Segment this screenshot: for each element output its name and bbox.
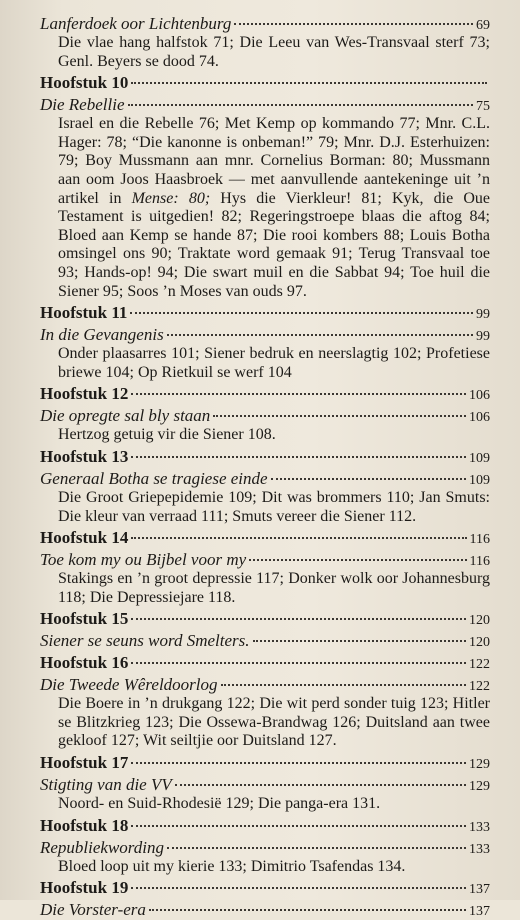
dot-leader xyxy=(221,684,466,686)
page-number: 129 xyxy=(469,757,490,773)
subtopic-text: Hys die Vierkleur! 81; Kyk, die Oue Testament is uitgedien! 82; Regeringstroepe blaas die aftog 84; Bloed aan Kemp se hande 87; Die rooi kombers 88; Louis Botha omsingel ons 90; Traktate word gemaak 91; Terug Transvaal toe 93; Hands-op! 94; Die swart muil en die Sabbat 94; Toe huil die Siener 95; Soos ’n Moses van ouds 97. xyxy=(58,189,491,300)
toc-row xyxy=(40,878,490,898)
section-entry xyxy=(40,325,490,382)
section-subtopics xyxy=(40,795,490,814)
chapter-title: Hoofstuk 15 xyxy=(40,609,129,629)
section-title: Toe kom my ou Bijbel voor my xyxy=(40,550,247,570)
dot-leader xyxy=(131,82,487,84)
chapter-title: Hoofstuk 18 xyxy=(40,815,129,835)
toc-row xyxy=(40,675,490,695)
page-number: 133 xyxy=(469,819,490,835)
subtopic-text: Hertzog getuig vir die Siener 108. xyxy=(58,426,276,444)
chapter-heading xyxy=(40,609,490,629)
section-title: Die Tweede Wêreldoorlog xyxy=(40,675,218,695)
chapter-title: Hoofstuk 19 xyxy=(40,878,129,898)
section-title: Lanferdoek oor Lichtenburg xyxy=(40,14,232,33)
chapter-heading xyxy=(40,303,490,323)
toc-row xyxy=(40,550,490,570)
page-number: 69 xyxy=(476,18,490,33)
chapter-heading xyxy=(40,528,490,548)
dot-leader xyxy=(131,662,466,664)
section-subtopics xyxy=(40,115,490,301)
chapter-heading xyxy=(40,73,490,93)
page-number: 120 xyxy=(469,613,490,629)
toc-row xyxy=(40,631,490,651)
page-number: 99 xyxy=(476,307,490,323)
subtopic-text: Die Boere in ’n drukgang 122; Die wit perd sonder tuig 123; Hitler se Blitzkrieg 123; Die Ossewa-Brandwag 126; Duitsland aan twee gekloof 127; Wit seiltjie oor Duitsland 127. xyxy=(58,695,490,750)
dot-leader xyxy=(167,334,473,336)
toc-row xyxy=(40,528,490,548)
dot-leader xyxy=(175,784,466,786)
section-title: Generaal Botha se tragiese einde xyxy=(40,468,268,488)
section-title: Die opregte sal bly staan xyxy=(40,406,211,426)
section-entry xyxy=(40,631,490,651)
dot-leader xyxy=(131,456,466,458)
dot-leader xyxy=(131,393,466,395)
chapter-heading xyxy=(40,816,490,836)
subtopic-text: Noord- en Suid-Rhodesië 129; Die panga-era 131. xyxy=(58,795,381,813)
dot-leader xyxy=(249,559,466,561)
dot-leader xyxy=(234,23,473,25)
section-subtopics xyxy=(40,695,490,751)
toc-row xyxy=(40,73,490,93)
section-title: Republiekwording xyxy=(40,837,165,857)
chapter-heading xyxy=(40,878,490,898)
dot-leader xyxy=(149,909,466,911)
chapter-heading xyxy=(40,447,490,467)
section-entry xyxy=(40,900,490,920)
section-entry xyxy=(40,675,490,751)
section-subtopics xyxy=(40,858,490,877)
section-entry xyxy=(40,406,490,445)
section-entry xyxy=(40,550,490,607)
toc-row xyxy=(40,406,490,426)
chapter-heading xyxy=(40,653,490,673)
page-number: 120 xyxy=(469,635,490,651)
dot-leader xyxy=(131,887,466,889)
page-number: 137 xyxy=(469,904,490,920)
section-subtopics xyxy=(40,345,490,382)
page-number: 137 xyxy=(469,882,490,898)
subtopic-italic-text: Mense: 80; xyxy=(131,189,211,207)
page-number: 75 xyxy=(476,99,490,115)
subtopic-text: Bloed loop uit my kierie 133; Dimitrio Tsafendas 134. xyxy=(58,857,406,875)
page-number: 122 xyxy=(469,679,490,695)
toc-row xyxy=(40,775,490,795)
toc-row xyxy=(40,753,490,773)
dot-leader xyxy=(131,825,466,827)
toc-row xyxy=(40,653,490,673)
toc-row xyxy=(40,447,490,467)
dot-leader xyxy=(130,312,473,314)
section-title: Siener se seuns word Smelters. xyxy=(40,631,250,651)
toc-row xyxy=(40,816,490,836)
subtopic-text: Onder plaasarres 101; Siener bedruk en neerslagtig 102; Profetiese briewe 104; Op Rietkuil se werf 104 xyxy=(58,345,490,381)
page-number: 109 xyxy=(469,472,490,488)
subtopic-text: Die vlae hang halfstok 71; Die Leeu van Wes-Transvaal sterf 73; Genl. Beyers se dood 74. xyxy=(58,34,490,70)
page-number: 116 xyxy=(469,532,490,548)
section-title: In die Gevangenis xyxy=(40,325,164,345)
subtopic-text: Stakings en ’n groot depressie 117; Donker wolk oor Johannesburg 118; Die Depressiejare 118. xyxy=(58,570,490,606)
section-entry xyxy=(40,469,490,526)
dot-leader xyxy=(128,104,474,106)
toc-row xyxy=(40,900,490,920)
chapter-title: Hoofstuk 12 xyxy=(40,384,129,404)
table-of-contents xyxy=(40,12,490,920)
toc-row xyxy=(40,325,490,345)
section-subtopics xyxy=(40,570,490,607)
page-number: 129 xyxy=(469,779,490,795)
page-number: 106 xyxy=(469,410,490,426)
section-title: Die Rebellie xyxy=(40,95,125,115)
page-number: 116 xyxy=(469,554,490,570)
toc-row xyxy=(40,95,490,115)
dot-leader xyxy=(167,847,466,849)
chapter-title: Hoofstuk 10 xyxy=(40,73,129,93)
toc-row xyxy=(40,303,490,323)
section-subtopics xyxy=(40,426,490,445)
section-entry xyxy=(40,775,490,814)
toc-row xyxy=(40,609,490,629)
toc-row xyxy=(40,469,490,489)
section-title: Stigting van die VV xyxy=(40,775,172,795)
chapter-title: Hoofstuk 14 xyxy=(40,528,129,548)
toc-row xyxy=(40,14,490,34)
dot-leader xyxy=(271,478,466,480)
toc-row xyxy=(40,384,490,404)
dot-leader xyxy=(253,640,467,642)
chapter-title: Hoofstuk 13 xyxy=(40,446,129,466)
section-entry xyxy=(40,838,490,877)
section-title: Die Vorster-era xyxy=(40,900,146,920)
section-subtopics xyxy=(40,34,490,71)
chapter-heading xyxy=(40,384,490,404)
chapter-title: Hoofstuk 11 xyxy=(40,303,128,323)
dot-leader xyxy=(213,415,466,417)
chapter-title: Hoofstuk 16 xyxy=(40,653,129,673)
page-number: 106 xyxy=(469,388,490,404)
page-number: 109 xyxy=(469,450,490,466)
subtopic-text: Die Groot Griepepidemie 109; Dit was brommers 110; Jan Smuts: Die kleur van verraad 111; Smuts vereer die Siener 112. xyxy=(58,488,490,525)
dot-leader xyxy=(131,537,466,539)
page-number: 99 xyxy=(476,329,490,345)
dot-leader xyxy=(131,618,466,620)
chapter-title: Hoofstuk 17 xyxy=(40,753,129,773)
page-number: 133 xyxy=(469,841,490,857)
section-entry xyxy=(40,14,490,71)
subtopic-text: Israel en die Rebelle 76; Met Kemp op kommando 77; Mnr. C.L. Hager: 78; “Die kanonne is onbeman!” 79; Mnr. D.J. Esterhuizen: 79; Boy Mussmann aan mnr. Cornelius Borman: 80; Mussmann aan oom Joos Haasbroek — met aanvullende aantekeninge uit ’n artikel in xyxy=(58,115,490,207)
section-entry xyxy=(40,95,490,301)
page-number: 122 xyxy=(469,657,490,673)
dot-leader xyxy=(131,762,466,764)
chapter-heading xyxy=(40,753,490,773)
toc-row xyxy=(40,838,490,858)
section-subtopics xyxy=(40,489,490,526)
